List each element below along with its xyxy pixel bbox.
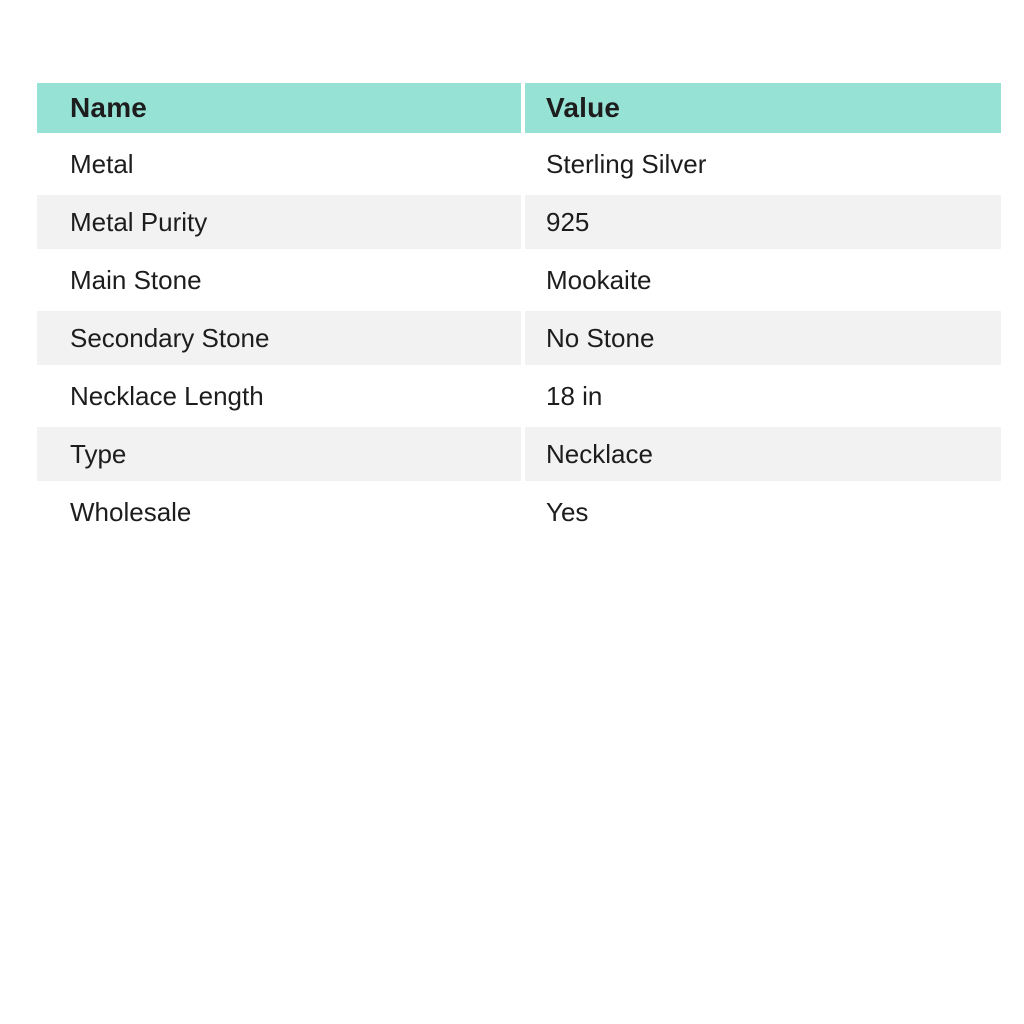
attribute-value-cell: No Stone [525,311,1001,365]
table-row [37,485,1001,539]
attribute-name-cell: Main Stone [37,253,521,307]
attribute-name-cell: Metal [37,137,521,191]
column-header-name: Name [37,83,521,133]
attribute-name-cell: Type [37,427,521,481]
attribute-name-cell: Secondary Stone [37,311,521,365]
product-attributes-table [33,79,1005,543]
table-row [37,137,1001,191]
table-row [37,253,1001,307]
attribute-value-cell: Yes [525,485,1001,539]
attribute-value-cell: Mookaite [525,253,1001,307]
table-header-row [37,83,1001,133]
table-body [37,137,1001,539]
table-row [37,369,1001,423]
table-row [37,311,1001,365]
attribute-value-cell: 925 [525,195,1001,249]
attribute-name-cell: Metal Purity [37,195,521,249]
table-row [37,195,1001,249]
attribute-name-cell: Necklace Length [37,369,521,423]
attribute-value-cell: 18 in [525,369,1001,423]
table-row [37,427,1001,481]
attribute-value-cell: Sterling Silver [525,137,1001,191]
attribute-value-cell: Necklace [525,427,1001,481]
attribute-name-cell: Wholesale [37,485,521,539]
column-header-value: Value [525,83,1001,133]
